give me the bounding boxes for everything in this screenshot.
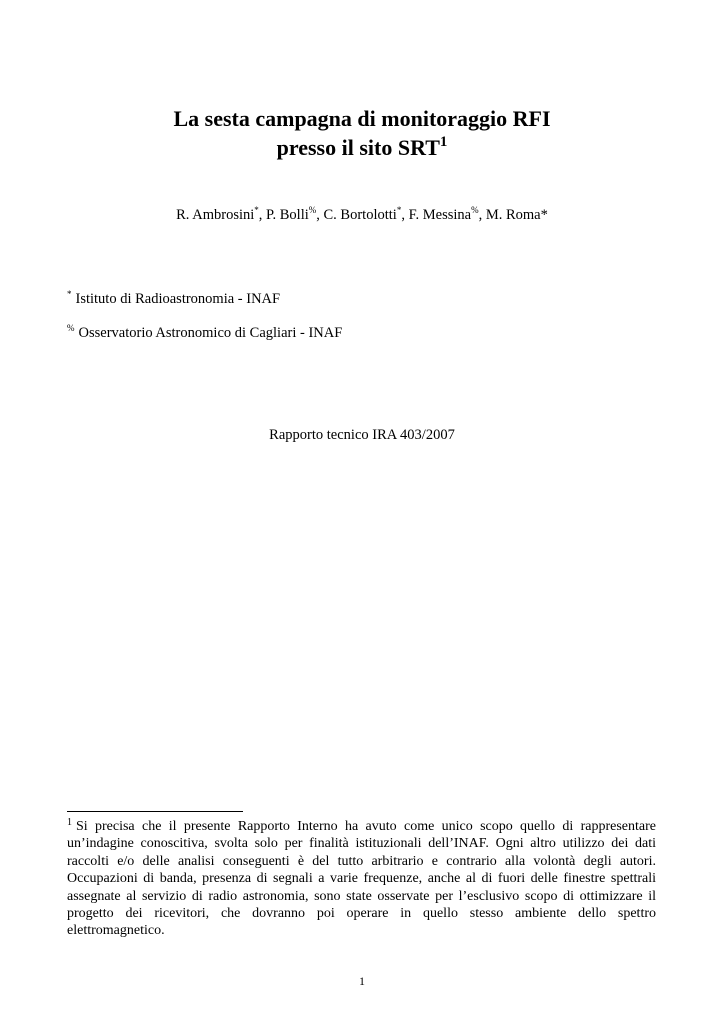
document-title [0,104,724,162]
author-name: C. Bortolotti [323,207,397,223]
author-list [0,207,724,224]
author-affiliation-mark: % [308,205,317,215]
author-affiliation-mark: % [471,205,479,215]
footnote-text: Si precisa che il presente Rapporto Interno ha avuto come unico scopo quello di rappresentare un’indagine conoscitiva, svolta solo per finalità istituzionali dell’INAF. Ogni altro utilizzo dei dati raccolti e/o delle analisi conseguenti è del tutto arbitrario e contrario alla volontà degli autori. Occupazioni di banda, presenza di segnali a varie frequenze, anche al di fuori delle finestre spettrali assegnate al servizio di radio astronomia, sono state osservate per l’esclusivo scopo di ottimizzare il progetto dei ricevitori, che dovranno poi operare in quello stesso ambiente dello spettro elettromagnetico. [67,819,656,939]
title-footnote-marker: 1 [439,134,448,150]
footnote-marker: 1 [67,817,72,828]
author-name: P. Bolli [266,207,309,223]
affiliation-oac [67,325,342,342]
affiliation-mark: * [67,289,72,299]
footnote [67,818,656,940]
author-name: R. Ambrosini [176,207,255,223]
affiliation-text: Osservatorio Astronomico di Cagliari - INAF [78,325,343,341]
title-line-2 [0,133,724,162]
affiliation-text: Istituto di Radioastronomia - INAF [75,291,281,307]
affiliation-ira [67,291,280,308]
author-separator: , [401,207,409,223]
page-number: 1 [359,974,365,988]
report-number: Rapporto tecnico IRA 403/2007 [269,427,455,443]
footnote-separator [67,811,243,812]
author-name: F. Messina [408,207,472,223]
affiliation-mark: % [67,323,75,333]
author-separator: , [316,207,324,223]
author-affiliation-mark: * [254,205,259,215]
author-affiliation-mark: * [396,205,402,215]
author-name: M. Roma* [485,207,548,223]
title-line-2-text: presso il sito SRT [276,135,440,160]
author-separator: , [478,207,486,223]
title-line-1: La sesta campagna di monitoraggio RFI [173,106,551,131]
author-separator: , [258,207,267,223]
